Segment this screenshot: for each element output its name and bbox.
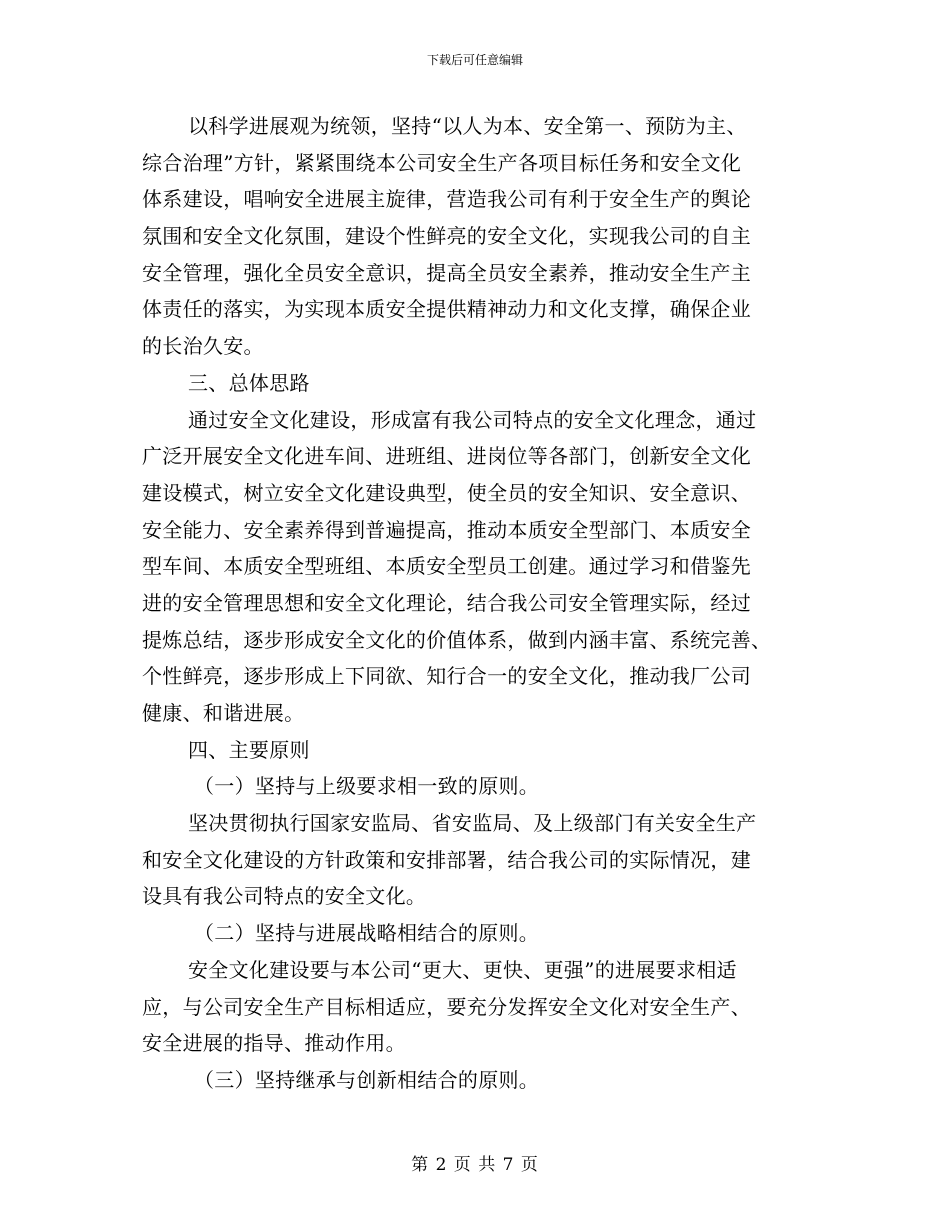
paragraph-line: 安全进展的指导、推动作用。 xyxy=(142,1031,406,1056)
paragraph-line: 体系建设，唱响安全进展主旋律，营造我公司有利于安全生产的舆论 xyxy=(142,187,751,212)
paragraph-line: 和安全文化建设的方针政策和安排部署，结合我公司的实际情况，建 xyxy=(142,847,751,872)
paragraph-line: 健康、和谐进展。 xyxy=(142,701,305,725)
paragraph-line: 广泛开展安全文化进车间、进班组、进岗位等各部门，创新安全文化 xyxy=(142,444,751,469)
paragraph-line: 应，与公司安全生产目标相适应，要充分发挥安全文化对安全生产、 xyxy=(142,994,751,1019)
page-header: 下载后可任意编辑 xyxy=(426,53,523,67)
subsection-heading: （二）坚持与进展战略相结合的原则。 xyxy=(194,921,540,946)
page-number-footer: 第 2 页 共 7 页 xyxy=(411,1155,539,1175)
paragraph-line: 建设模式，树立安全文化建设典型，使全员的安全知识、安全意识、 xyxy=(142,480,751,505)
paragraph-line: 通过安全文化建设，形成富有我公司特点的安全文化理念，通过 xyxy=(188,407,757,432)
paragraph-line: 以科学进展观为统领，坚持“以人为本、安全第一、预防为主、 xyxy=(188,114,747,138)
section-heading: 四、主要原则 xyxy=(188,737,310,762)
paragraph-line: 个性鲜亮，逐步形成上下同欲、知行合一的安全文化，推动我厂公司 xyxy=(142,664,751,689)
paragraph-line: 设具有我公司特点的安全文化。 xyxy=(142,884,427,909)
paragraph-line: 安全能力、安全素养得到普遍提高，推动本质安全型部门、本质安全 xyxy=(142,517,751,542)
paragraph-line: 氛围和安全文化氛围，建设个性鲜亮的安全文化，实现我公司的自主 xyxy=(142,224,751,249)
paragraph-line: 体责任的落实，为实现本质安全提供精神动力和文化支撑，确保企业 xyxy=(142,297,751,322)
subsection-heading: （一）坚持与上级要求相一致的原则。 xyxy=(194,774,540,799)
paragraph-line: 的长治久安。 xyxy=(142,334,264,359)
subsection-heading: （三）坚持继承与创新相结合的原则。 xyxy=(194,1067,540,1092)
paragraph-line: 型车间、本质安全型班组、本质安全型员工创建。通过学习和借鉴先 xyxy=(142,554,751,579)
paragraph-line: 安全文化建设要与本公司“更大、更快、更强”的进展要求相适 xyxy=(188,957,737,982)
section-heading: 三、总体思路 xyxy=(188,370,310,395)
paragraph-line: 安全管理，强化全员安全意识，提高全员安全素养，推动安全生产主 xyxy=(142,260,751,285)
paragraph-line: 综合治理”方针，紧紧围绕本公司安全生产各项目标任务和安全文化 xyxy=(142,150,742,175)
paragraph-line: 进的安全管理思想和安全文化理论，结合我公司安全管理实际，经过 xyxy=(142,590,751,615)
paragraph-line: 坚决贯彻执行国家安监局、省安监局、及上级部门有关安全生产 xyxy=(188,811,757,836)
paragraph-line: 提炼总结，逐步形成安全文化的价值体系，做到内涵丰富、系统完善、 xyxy=(142,627,772,652)
document-body xyxy=(142,108,812,1099)
